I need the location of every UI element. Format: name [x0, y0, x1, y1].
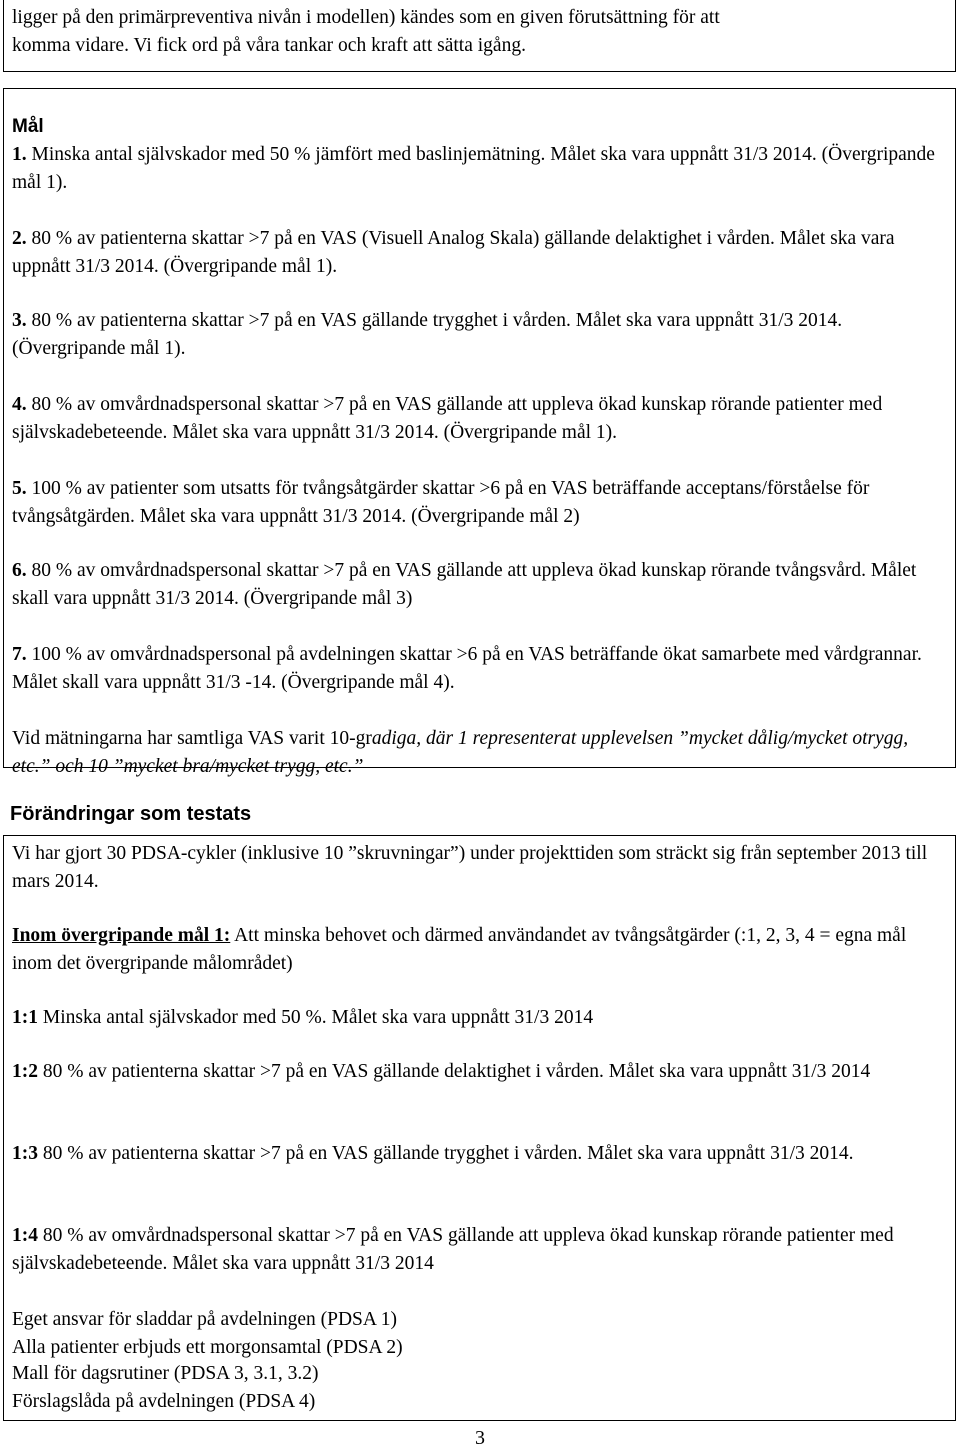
goal-item-3 [12, 307, 949, 363]
goal-number: 7. [12, 644, 27, 665]
goal-item-4 [12, 391, 949, 447]
intro-box [3, 0, 956, 72]
goal1-paragraph [12, 922, 949, 978]
goal-text: 80 % av patienterna skattar >7 på en VAS gällande trygghet i vården. Målet ska vara uppnått 31/3 2014. (Övergripande mål 1). [12, 310, 843, 359]
changes-heading: Förändringar som testats [10, 803, 252, 825]
subgoal-text: 80 % av omvårdnadspersonal skattar >7 på en VAS gällande att uppleva ökad kunskap rörande patienter med självskadebeteende. Målet ska vara uppnått 31/3 2014 [12, 1225, 894, 1274]
subgoal-text: Minska antal självskador med 50 %. Målet ska vara uppnått 31/3 2014 [38, 1007, 594, 1028]
pdsa-item: Mall för dagsrutiner (PDSA 3, 3.1, 3.2) [12, 1363, 319, 1384]
subgoal-item-2 [12, 1058, 949, 1086]
goal-number: 6. [12, 560, 27, 581]
goal-text: 100 % av omvårdnadspersonal på avdelningen skattar >6 på en VAS beträffande ökat samarbete med vårdgrannar. Målet skall vara uppnått 31/3 -14. (Övergripande mål 4). [12, 644, 922, 693]
subgoal-item-3 [12, 1140, 949, 1168]
goal-text: 80 % av omvårdnadspersonal skattar >7 på en VAS gällande att uppleva ökad kunskap rörande patienter med självskadebeteende. Målet ska vara uppnått 31/3 2014. (Övergripande mål 1). [12, 394, 883, 443]
changes-box [3, 835, 956, 1421]
goal1-label: Inom övergripande mål 1: [12, 925, 231, 946]
vas-note [12, 725, 949, 781]
goal-number: 2. [12, 228, 27, 249]
goal-item-6 [12, 557, 949, 613]
goal-item-1 [12, 141, 949, 197]
subgoal-number: 1:1 [12, 1007, 38, 1028]
goal-item-5 [12, 475, 949, 531]
subgoal-number: 1:4 [12, 1225, 38, 1246]
subgoal-item-4 [12, 1222, 949, 1278]
intro-line-2: komma vidare. Vi fick ord på våra tankar och kraft att sätta igång. [12, 35, 526, 56]
goal-number: 3. [12, 310, 27, 331]
page-number: 3 [475, 1427, 485, 1449]
pdsa-item: Alla patienter erbjuds ett morgonsamtal (PDSA 2) [12, 1337, 403, 1358]
subgoal-number: 1:3 [12, 1143, 38, 1164]
subgoal-text: 80 % av patienterna skattar >7 på en VAS gällande trygghet i vården. Målet ska vara uppnått 31/3 2014. [38, 1143, 854, 1164]
goal-text: 100 % av patienter som utsatts för tvångsåtgärder skattar >6 på en VAS beträffande acceptans/förståelse för tvångsåtgärden. Målet ska vara uppnått 31/3 2014. (Övergripande mål 2) [12, 478, 870, 527]
subgoal-text: 80 % av patienterna skattar >7 på en VAS gällande delaktighet i vården. Målet ska vara uppnått 31/3 2014 [38, 1061, 871, 1082]
goals-box [3, 88, 956, 777]
goal-item-2 [12, 225, 949, 281]
changes-intro: Vi har gjort 30 PDSA-cykler (inklusive 10 ”skruvningar”) under projekttiden som sträckt sig från september 2013 till mars 2014. [12, 843, 928, 892]
subgoal-item-1 [12, 1004, 949, 1032]
pdsa-item: Eget ansvar för sladdar på avdelningen (PDSA 1) [12, 1309, 398, 1330]
pdsa-item: Förslagslåda på avdelningen (PDSA 4) [12, 1391, 316, 1412]
goal-number: 5. [12, 478, 27, 499]
subgoal-number: 1:2 [12, 1061, 38, 1082]
vas-note-italic: adiga, där 1 representerat upplevelsen ”mycket dålig/mycket otrygg, etc.” och 10 ”mycket bra/mycket trygg, etc.” [12, 728, 909, 777]
goal-number: 1. [12, 144, 27, 165]
goal1-text: Att minska behovet och därmed användandet av tvångsåtgärder (:1, 2, 3, 4 = egna mål inom det övergripande målområdet) [12, 925, 907, 974]
intro-line-1: ligger på den primärpreventiva nivån i modellen) kändes som en given förutsättning för att [12, 7, 720, 28]
goal-text: 80 % av omvårdnadspersonal skattar >7 på en VAS gällande att uppleva ökad kunskap rörande tvångsvård. Målet skall vara uppnått 31/3 2014. (Övergripande mål 3) [12, 560, 917, 609]
goals-heading: Mål [12, 116, 44, 137]
vas-note-plain: Vid mätningarna har samtliga VAS varit 10-gr [12, 728, 372, 749]
goal-item-7 [12, 641, 949, 697]
goal-text: 80 % av patienterna skattar >7 på en VAS (Visuell Analog Skala) gällande delaktighet i vården. Målet ska vara uppnått 31/3 2014. (Övergripande mål 1). [12, 228, 895, 277]
goal-number: 4. [12, 394, 27, 415]
goal-text: Minska antal självskador med 50 % jämfört med baslinjemätning. Målet ska vara uppnått 31/3 2014. (Övergripande mål 1). [12, 144, 935, 193]
